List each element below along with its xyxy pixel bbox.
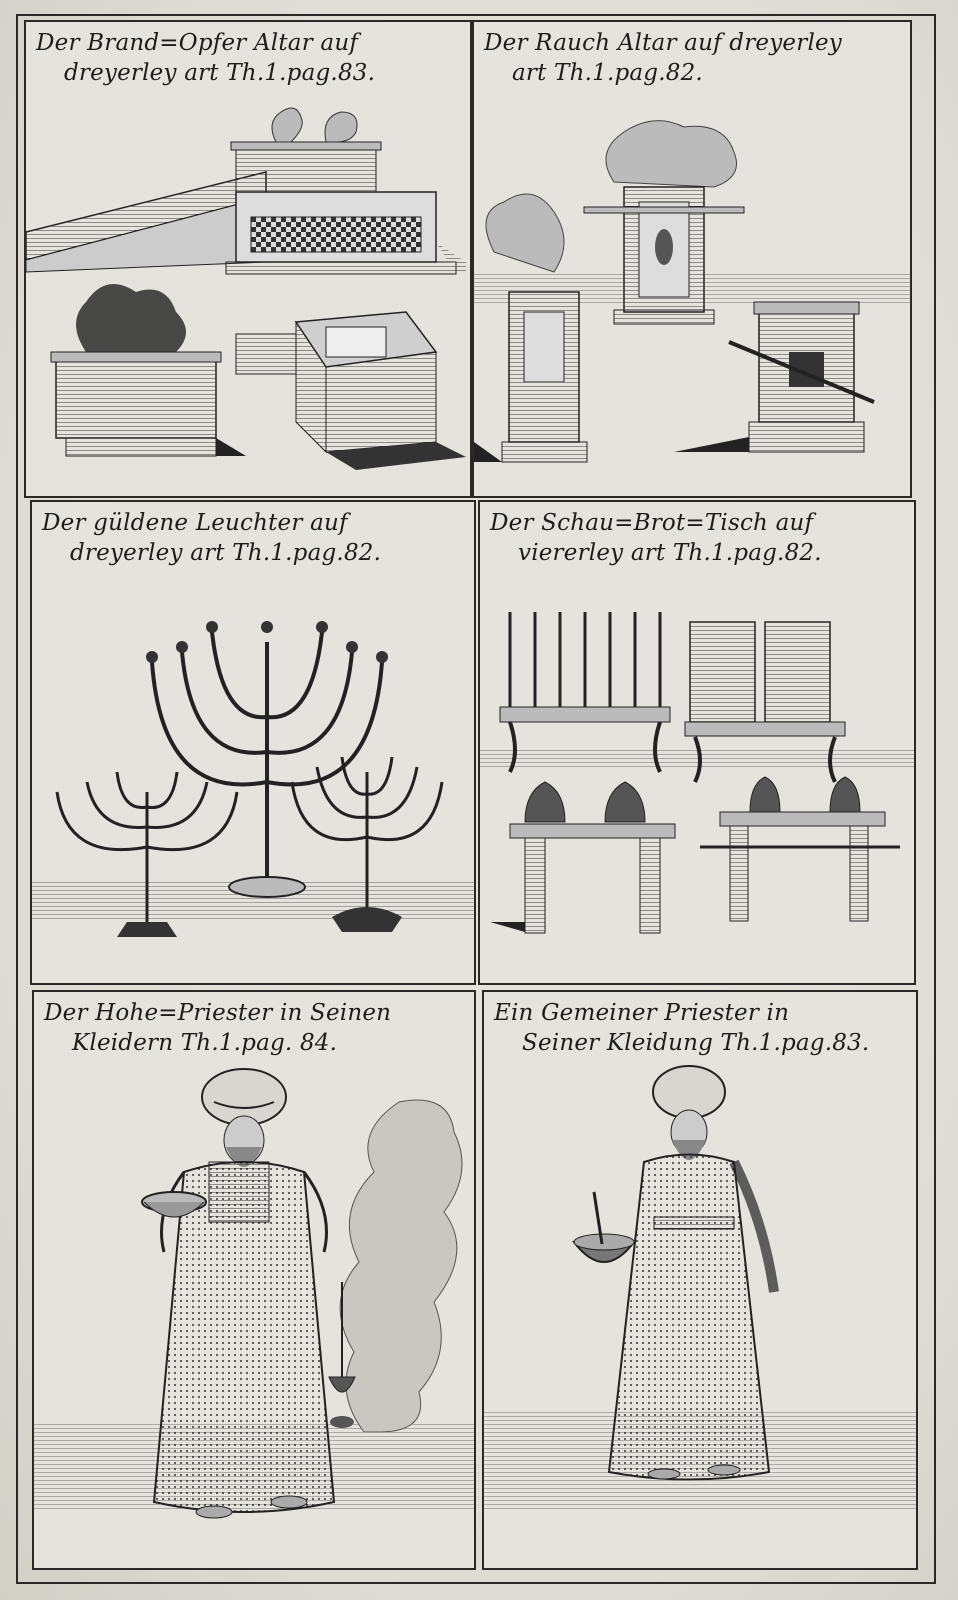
caption-line-2: Kleidern Th.1.pag. 84. xyxy=(72,1030,338,1056)
panel-guldene-leuchter xyxy=(30,500,476,985)
panel-caption xyxy=(36,28,460,88)
caption-line-1: Der Rauch Altar auf dreyerley xyxy=(484,30,842,56)
panel-brand-opfer-altar xyxy=(24,20,472,498)
caption-line-1: Der Hohe=Priester in Seinen xyxy=(44,1000,392,1026)
high-priest-illustration xyxy=(34,992,476,1570)
menorah-illustration xyxy=(32,502,476,985)
panel-caption xyxy=(494,998,906,1058)
panel-caption xyxy=(44,998,464,1058)
caption-line-1: Der güldene Leuchter auf xyxy=(42,510,348,536)
panel-hohe-priester xyxy=(32,990,476,1570)
caption-line-2: dreyerley art Th.1.pag.83. xyxy=(64,60,376,86)
panel-schau-brot-tisch xyxy=(478,500,916,985)
panel-caption xyxy=(42,508,464,568)
panel-caption xyxy=(490,508,904,568)
caption-line-1: Ein Gemeiner Priester in xyxy=(494,1000,790,1026)
caption-line-2: dreyerley art Th.1.pag.82. xyxy=(70,540,382,566)
panel-gemeiner-priester xyxy=(482,990,918,1570)
caption-line-2: art Th.1.pag.82. xyxy=(512,60,703,86)
caption-line-2: Seiner Kleidung Th.1.pag.83. xyxy=(522,1030,870,1056)
panel-rauch-altar xyxy=(472,20,912,498)
panel-caption xyxy=(484,28,900,88)
caption-line-1: Der Schau=Brot=Tisch auf xyxy=(490,510,814,536)
table-illustration xyxy=(480,502,916,985)
common-priest-illustration xyxy=(484,992,918,1570)
caption-line-2: viererley art Th.1.pag.82. xyxy=(518,540,822,566)
altar-illustration xyxy=(26,22,472,498)
caption-line-1: Der Brand=Opfer Altar auf xyxy=(36,30,359,56)
incense-altar-illustration xyxy=(474,22,912,498)
